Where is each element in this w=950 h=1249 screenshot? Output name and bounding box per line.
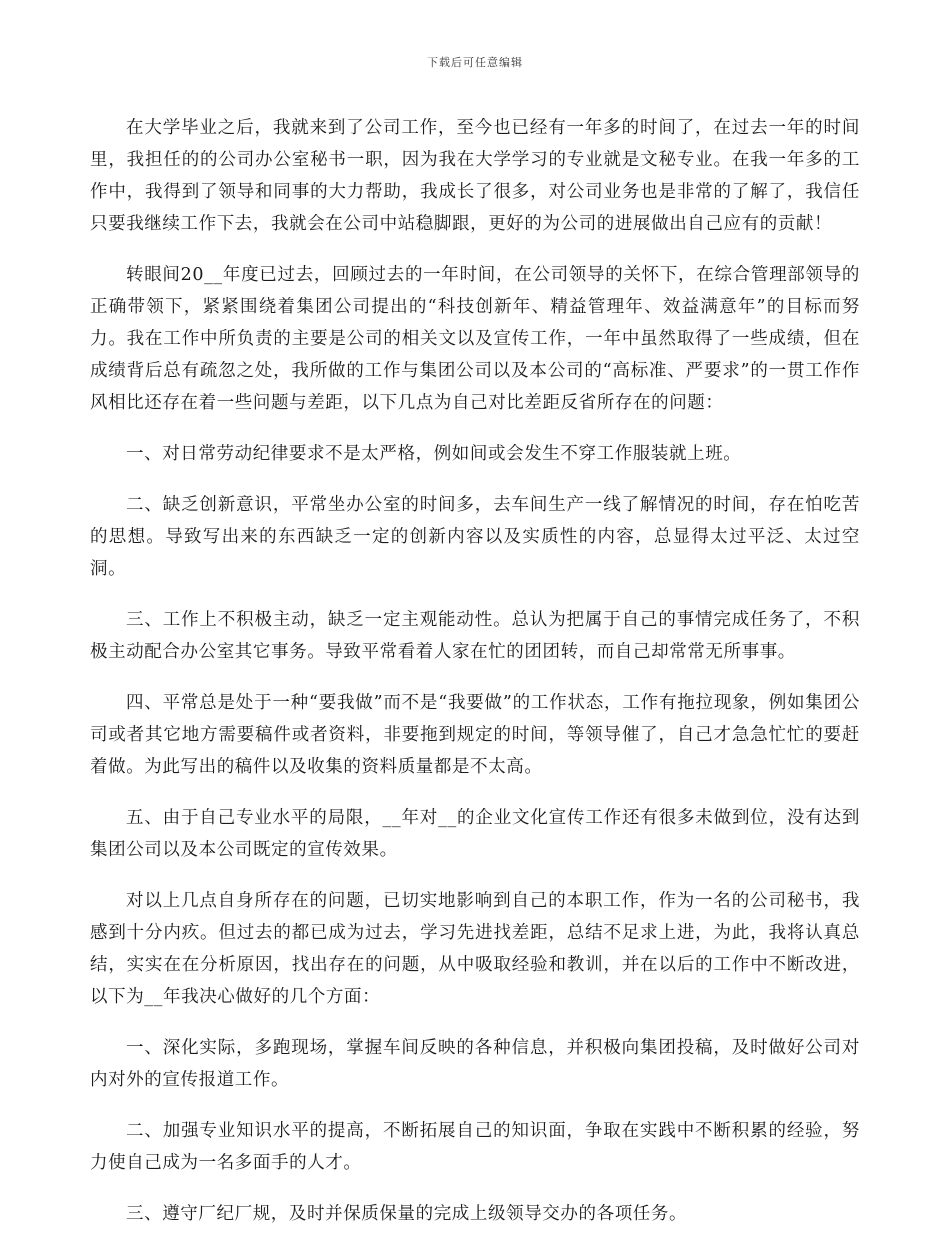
paragraph: 二、加强专业知识水平的提高，不断拓展自己的知识面，争取在实践中不断积累的经验，努力使自己成为一名多面手的人才。 [90,1121,860,1173]
paragraph: 四、平常总是处于一种“要我做”而不是“我要做”的工作状态，工作有拖拉现象，例如集团公司或者其它地方需要稿件或者资料，非要拖到规定的时间，等领导催了，自己才急急忙忙的要赶着做。为此写出的稿件以及收集的资料质量都是不太高。 [90,693,860,777]
paragraph: 一、深化实际，多跑现场，掌握车间反映的各种信息，并积极向集团投稿，及时做好公司对内对外的宣传报道工作。 [90,1038,860,1090]
paragraph: 对以上几点自身所存在的问题，已切实地影响到自己的本职工作，作为一名的公司秘书，我感到十分内疚。但过去的都已成为过去，学习先进找差距，总结不足求上进，为此，我将认真总结，实实在在分析原因，找出存在的问题，从中吸取经验和教训，并在以后的工作中不断改进，以下为__年我决心做好的几个方面： [90,891,860,1007]
paragraph: 二、缺乏创新意识，平常坐办公室的时间多，去车间生产一线了解情况的时间，存在怕吃苦的思想。导致写出来的东西缺乏一定的创新内容以及实质性的内容，总显得太过平泛、太过空洞。 [90,495,860,579]
paragraph: 三、遵守厂纪厂规，及时并保质保量的完成上级领导交办的各项任务。 [126,1204,688,1224]
paragraph: 在大学毕业之后，我就来到了公司工作，至今也已经有一年多的时间了，在过去一年的时间里，我担任的的公司办公室秘书一职，因为我在大学学习的专业就是文秘专业。在我一年多的工作中，我得到了领导和同事的大力帮助，我成长了很多，对公司业务也是非常的了解了，我信任只要我继续工作下去，我就会在公司中站稳脚跟，更好的为公司的进展做出自己应有的贡献！ [90,118,860,234]
paragraph: 五、由于自己专业水平的局限，__年对__的企业文化宣传工作还有很多未做到位，没有达到集团公司以及本公司既定的宣传效果。 [90,808,860,860]
document-body [90,112,860,1249]
page-header: 下载后可任意编辑 [427,56,523,69]
paragraph: 转眼间20__年度已过去，回顾过去的一年时间，在公司领导的关怀下，在综合管理部领导的正确带领下，紧紧围绕着集团公司提出的“科技创新年、精益管理年、效益满意年”的目标而努力。我在工作中所负责的主要是公司的相关文以及宣传工作，一年中虽然取得了一些成绩，但在成绩背后总有疏忽之处，我所做的工作与集团公司以及本公司的“高标准、严要求”的一贯工作作风相比还存在着一些问题与差距，以下几点为自己对比差距反省所存在的问题： [90,265,860,413]
paragraph: 三、工作上不积极主动，缺乏一定主观能动性。总认为把属于自己的事情完成任务了，不积极主动配合办公室其它事务。导致平常看着人家在忙的团团转，而自己却常常无所事事。 [90,610,860,662]
paragraph: 一、对日常劳动纪律要求不是太严格，例如间或会发生不穿工作服装就上班。 [126,444,742,464]
